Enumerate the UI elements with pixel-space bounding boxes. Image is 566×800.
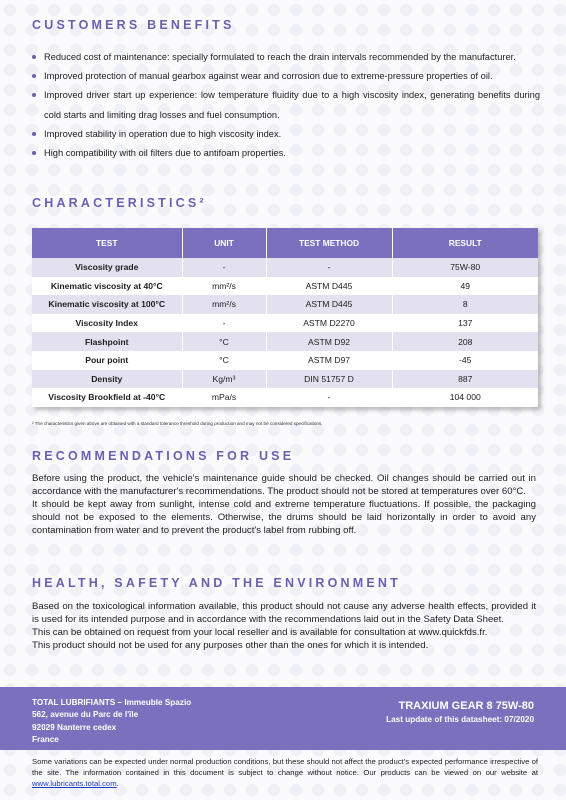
test-cell: Kinematic viscosity at 100°C	[32, 295, 182, 314]
column-header: TEST METHOD	[266, 228, 392, 258]
website-link[interactable]: www.lubricants.total.com	[32, 779, 117, 788]
test-cell: Viscosity Brookfield at -40°C	[32, 388, 182, 407]
paragraph: It should be kept away from sunlight, intense cold and extreme temperature fluctuations. If possible, the packaging should not be exposed to the elements. Otherwise, the drums should be laid horizontally in order to avoid any contamination from water and to prevent the product's label from rubbing off.	[32, 499, 536, 536]
unit-cell: -	[182, 258, 266, 277]
method-cell: ASTM D92	[266, 332, 392, 351]
test-cell: Kinematic viscosity at 40°C	[32, 277, 182, 296]
paragraph: Before using the product, the vehicle's maintenance guide should be checked. Oil changes should be carried out in accordance with the manufacturer's recommendations. The product should not be stored at temperatures over 60°C.	[32, 473, 536, 497]
table-row	[32, 370, 538, 389]
unit-cell: °C	[182, 332, 266, 351]
result-cell: 49	[392, 277, 538, 296]
characteristics-table	[32, 228, 538, 407]
method-cell: -	[266, 388, 392, 407]
table-row	[32, 277, 538, 296]
unit-cell: mPa/s	[182, 388, 266, 407]
address-line: France	[32, 734, 59, 744]
table-row	[32, 295, 538, 314]
unit-cell: mm²/s	[182, 277, 266, 296]
hse-text	[32, 600, 536, 652]
disclaimer-text: Some variations can be expected under normal production conditions, but these should not affect the product's expected performance irrespective of the site. The information contained in this document is subject to change without notice. Our products can be viewed on our website at	[32, 757, 538, 777]
unit-cell: Kg/m³	[182, 370, 266, 389]
characteristics-title: CHARACTERISTICS²	[32, 196, 207, 210]
result-cell: 8	[392, 295, 538, 314]
result-cell: 208	[392, 332, 538, 351]
paragraph: Based on the toxicological information available, this product should not cause any adverse health effects, provided it is used for its intended purpose and in accordance with the recommendations laid out in the Safety Data Sheet.	[32, 601, 536, 625]
disclaimer-period: .	[116, 779, 119, 788]
address-line: TOTAL LUBRIFIANTS – Immeuble Spazio	[32, 698, 192, 707]
column-header: RESULT	[392, 228, 538, 258]
method-cell: -	[266, 258, 392, 277]
method-cell: ASTM D97	[266, 351, 392, 370]
hse-title: HEALTH, SAFETY AND THE ENVIRONMENT	[32, 576, 401, 590]
method-cell: DIN 51757 D	[266, 370, 392, 389]
recommendations-title: RECOMMENDATIONS FOR USE	[32, 449, 295, 463]
result-cell: 75W-80	[392, 258, 538, 277]
benefits-list	[32, 48, 540, 163]
unit-cell: °C	[182, 351, 266, 370]
address-line: 92029 Nanterre cedex	[32, 722, 117, 732]
list-item: Reduced cost of maintenance: specially formulated to reach the drain intervals recommended by the manufacturer.	[32, 48, 540, 67]
test-cell: Density	[32, 370, 182, 389]
last-update: Last update of this datasheet: 07/2020	[386, 715, 534, 724]
benefits-title: CUSTOMERS BENEFITS	[32, 18, 235, 32]
column-header: UNIT	[182, 228, 266, 258]
test-cell: Viscosity Index	[32, 314, 182, 333]
characteristics-footnote: ² The characteristics given above are obtained with a standard tolerance threshold during production and may not be considered specifications.	[32, 421, 323, 426]
result-cell: 104 000	[392, 388, 538, 407]
test-cell: Flashpoint	[32, 332, 182, 351]
list-item: Improved stability in operation due to high viscosity index.	[32, 125, 540, 144]
disclaimer	[32, 756, 538, 789]
recommendations-text	[32, 472, 536, 537]
list-item: Improved protection of manual gearbox against wear and corrosion due to extreme-pressure properties of oil.	[32, 67, 540, 86]
method-cell: ASTM D445	[266, 295, 392, 314]
paragraph: This can be obtained on request from your local reseller and is available for consultation at www.quickfds.fr.	[32, 627, 488, 638]
list-item: High compatibility with oil filters due to antifoam properties.	[32, 144, 540, 163]
table-row	[32, 258, 538, 277]
test-cell: Pour point	[32, 351, 182, 370]
table-row	[32, 314, 538, 333]
product-name: TRAXIUM GEAR 8 75W-80	[398, 700, 534, 712]
company-address	[32, 697, 191, 746]
table-row	[32, 388, 538, 407]
paragraph: This product should not be used for any purposes other than the ones for which it is intended.	[32, 640, 429, 651]
method-cell: ASTM D445	[266, 277, 392, 296]
test-cell: Viscosity grade	[32, 258, 182, 277]
table-row	[32, 332, 538, 351]
column-header: TEST	[32, 228, 182, 258]
footer-band	[0, 687, 566, 750]
result-cell: 887	[392, 370, 538, 389]
result-cell: 137	[392, 314, 538, 333]
unit-cell: -	[182, 314, 266, 333]
list-item: Improved driver start up experience: low temperature fluidity due to a high viscosity index, generating benefits during cold starts and limiting drag losses and fuel consumption.	[32, 86, 540, 124]
method-cell: ASTM D2270	[266, 314, 392, 333]
table-row	[32, 351, 538, 370]
address-line: 562, avenue du Parc de l'île	[32, 710, 139, 720]
result-cell: -45	[392, 351, 538, 370]
product-info	[386, 699, 534, 726]
unit-cell: mm²/s	[182, 295, 266, 314]
table-header-row	[32, 228, 538, 258]
